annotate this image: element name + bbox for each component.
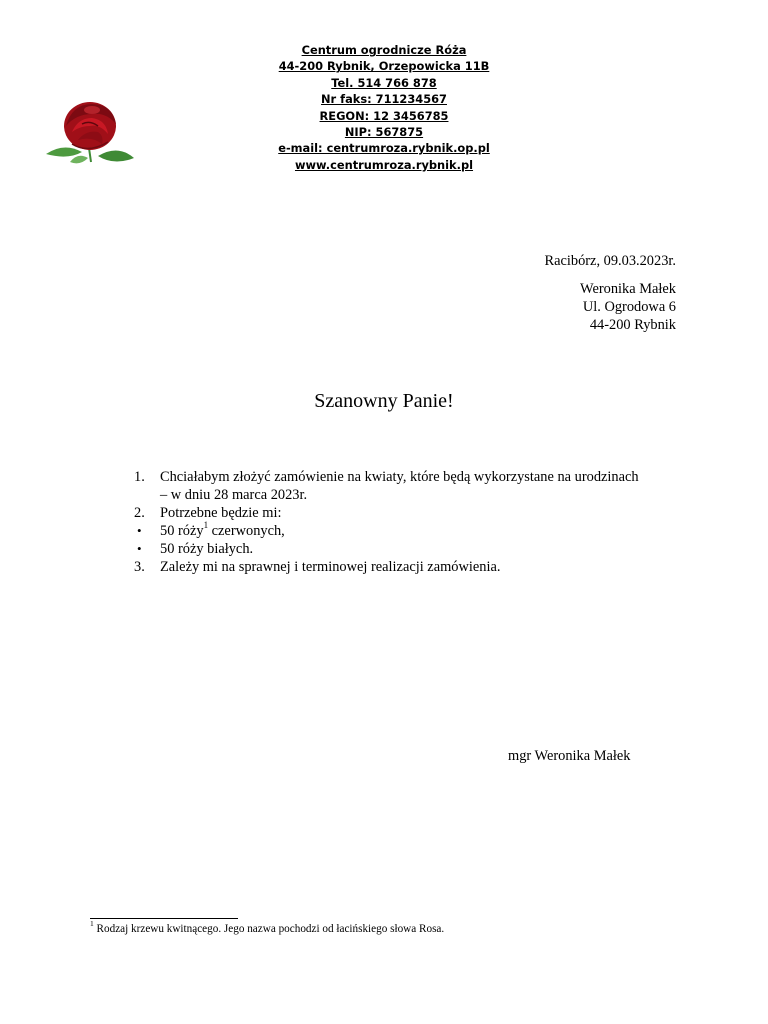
footnote-reference[interactable]: 1 [203, 520, 209, 531]
list-item-text-line2: – w dniu 28 marca 2023r. [160, 487, 308, 503]
bullet-text-end: czerwonych, [208, 523, 285, 539]
footnote [90, 919, 445, 936]
company-address: 44-200 Rybnik, Orzepowicka 11B [278, 59, 490, 74]
date-line: Racibórz, 09.03.2023r. [544, 253, 676, 269]
footnote-number: 1 [90, 919, 94, 929]
footnote-separator [90, 918, 238, 919]
signature: mgr Weronika Małek [508, 748, 631, 764]
recipient-city: 44-200 Rybnik [589, 317, 676, 333]
bullet-icon: • [137, 523, 142, 538]
company-name: Centrum ogrodnicze Róża [301, 43, 467, 57]
list-item-text: Zależy mi na sprawnej i terminowej realizacji zamówienia. [160, 559, 501, 575]
list-item-text: Potrzebne będzie mi: [160, 505, 282, 521]
company-phone: Tel. 514 766 878 [331, 75, 437, 90]
bullet-item [134, 522, 694, 540]
list-item [134, 468, 694, 504]
company-email-link[interactable]: e-mail: centrumroza.rybnik.op.pl [278, 141, 490, 156]
recipient-address [580, 280, 676, 334]
list-number: 2. [134, 505, 145, 521]
footnote-text: Rodzaj krzewu kwitnącego. Jego nazwa pochodzi od łacińskiego słowa Rosa. [93, 923, 445, 935]
list-item [134, 504, 694, 522]
list-item [134, 558, 694, 576]
order-list [134, 468, 694, 576]
letterhead [234, 42, 534, 173]
company-fax: Nr faks: 711234567 [321, 92, 447, 107]
bullet-text: 50 róży białych. [160, 541, 254, 557]
list-item-text-line1: Chciałabym złożyć zamówienie na kwiaty, które będą wykorzystane na urodzinach [160, 469, 639, 485]
recipient-name: Weronika Małek [580, 281, 676, 297]
company-regon: REGON: 12 3456785 [319, 108, 449, 123]
list-number: 3. [134, 559, 145, 575]
red-rose-image [42, 96, 140, 166]
list-number: 1. [134, 469, 145, 485]
company-nip: NIP: 567875 [344, 125, 424, 140]
bullet-icon: • [137, 541, 142, 556]
salutation: Szanowny Panie! [314, 390, 454, 412]
company-website-link[interactable]: www.centrumroza.rybnik.pl [294, 157, 474, 172]
bullet-item [134, 540, 694, 558]
bullet-text-start: 50 róży [160, 523, 204, 539]
recipient-street: Ul. Ogrodowa 6 [582, 299, 676, 315]
